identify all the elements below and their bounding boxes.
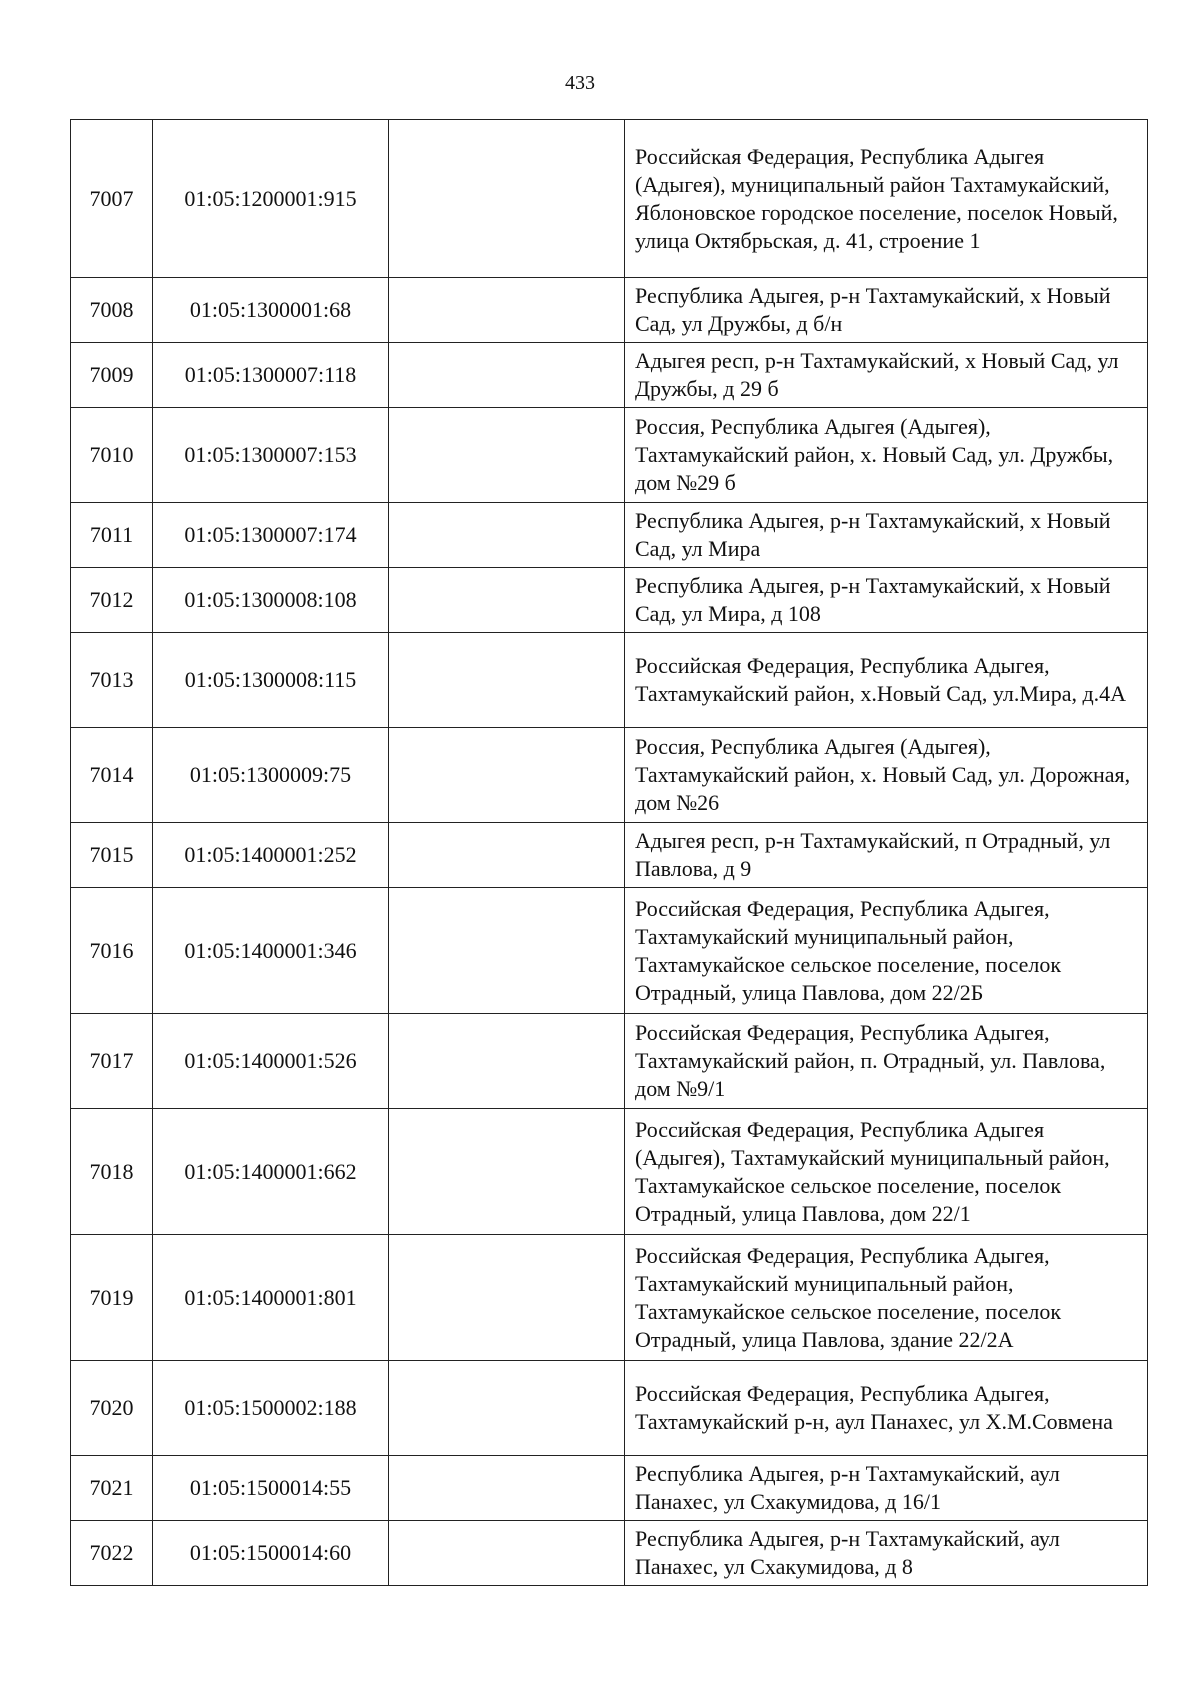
note-cell: [389, 343, 625, 408]
cadastral-number: 01:05:1300008:115: [153, 633, 389, 728]
address-cell: Адыгея респ, р-н Тахтамукайский, п Отрадный, ул Павлова, д 9: [625, 823, 1148, 888]
table-row: [71, 633, 1148, 728]
row-number: 7008: [71, 278, 153, 343]
row-number: 7016: [71, 888, 153, 1014]
table-row: [71, 1109, 1148, 1235]
cadastral-number: 01:05:1400001:346: [153, 888, 389, 1014]
cadastral-number: 01:05:1500014:55: [153, 1456, 389, 1521]
cadastral-number: 01:05:1300008:108: [153, 568, 389, 633]
row-number: 7019: [71, 1235, 153, 1361]
note-cell: [389, 1235, 625, 1361]
address-cell: Россия, Республика Адыгея (Адыгея), Тахтамукайский район, х. Новый Сад, ул. Дорожная, дом №26: [625, 728, 1148, 823]
address-cell: Российская Федерация, Республика Адыгея (Адыгея), Тахтамукайский муниципальный район, Тахтамукайское сельское поселение, поселок Отрадный, улица Павлова, дом 22/1: [625, 1109, 1148, 1235]
address-cell: Республика Адыгея, р-н Тахтамукайский, аул Панахес, ул Схакумидова, д 8: [625, 1521, 1148, 1586]
note-cell: [389, 408, 625, 503]
cadastral-number: 01:05:1300007:153: [153, 408, 389, 503]
address-cell: Адыгея респ, р-н Тахтамукайский, х Новый Сад, ул Дружбы, д 29 б: [625, 343, 1148, 408]
row-number: 7011: [71, 503, 153, 568]
address-cell: Российская Федерация, Республика Адыгея, Тахтамукайский район, х.Новый Сад, ул.Мира, д.4А: [625, 633, 1148, 728]
table-row: [71, 503, 1148, 568]
page-number: 433: [565, 72, 595, 94]
note-cell: [389, 278, 625, 343]
cadastral-number: 01:05:1400001:662: [153, 1109, 389, 1235]
note-cell: [389, 120, 625, 278]
address-cell: Республика Адыгея, р-н Тахтамукайский, х Новый Сад, ул Мира, д 108: [625, 568, 1148, 633]
row-number: 7022: [71, 1521, 153, 1586]
table-row: [71, 343, 1148, 408]
table-row: [71, 408, 1148, 503]
note-cell: [389, 1456, 625, 1521]
table-row: [71, 1521, 1148, 1586]
row-number: 7020: [71, 1361, 153, 1456]
note-cell: [389, 888, 625, 1014]
cadastral-number: 01:05:1500014:60: [153, 1521, 389, 1586]
address-cell: Россия, Республика Адыгея (Адыгея), Тахтамукайский район, х. Новый Сад, ул. Дружбы, дом №29 б: [625, 408, 1148, 503]
row-number: 7014: [71, 728, 153, 823]
row-number: 7018: [71, 1109, 153, 1235]
cadastral-number: 01:05:1300009:75: [153, 728, 389, 823]
registry-table: [70, 119, 1148, 1586]
table-row: [71, 278, 1148, 343]
table-row: [71, 1014, 1148, 1109]
table-row: [71, 120, 1148, 278]
note-cell: [389, 1521, 625, 1586]
cadastral-number: 01:05:1500002:188: [153, 1361, 389, 1456]
table-row: [71, 888, 1148, 1014]
table-row: [71, 728, 1148, 823]
row-number: 7013: [71, 633, 153, 728]
note-cell: [389, 1109, 625, 1235]
address-cell: Республика Адыгея, р-н Тахтамукайский, аул Панахес, ул Схакумидова, д 16/1: [625, 1456, 1148, 1521]
address-cell: Российская Федерация, Республика Адыгея, Тахтамукайский район, п. Отрадный, ул. Павлова, дом №9/1: [625, 1014, 1148, 1109]
row-number: 7009: [71, 343, 153, 408]
note-cell: [389, 1361, 625, 1456]
row-number: 7021: [71, 1456, 153, 1521]
row-number: 7012: [71, 568, 153, 633]
cadastral-number: 01:05:1300007:118: [153, 343, 389, 408]
table-row: [71, 1235, 1148, 1361]
cadastral-number: 01:05:1300007:174: [153, 503, 389, 568]
note-cell: [389, 568, 625, 633]
address-cell: Республика Адыгея, р-н Тахтамукайский, х Новый Сад, ул Мира: [625, 503, 1148, 568]
cadastral-number: 01:05:1400001:526: [153, 1014, 389, 1109]
row-number: 7017: [71, 1014, 153, 1109]
table-row: [71, 1456, 1148, 1521]
row-number: 7007: [71, 120, 153, 278]
table-row: [71, 823, 1148, 888]
note-cell: [389, 823, 625, 888]
table-row: [71, 1361, 1148, 1456]
cadastral-number: 01:05:1300001:68: [153, 278, 389, 343]
table-row: [71, 568, 1148, 633]
row-number: 7015: [71, 823, 153, 888]
cadastral-number: 01:05:1400001:252: [153, 823, 389, 888]
note-cell: [389, 1014, 625, 1109]
cadastral-number: 01:05:1400001:801: [153, 1235, 389, 1361]
address-cell: Российская Федерация, Республика Адыгея, Тахтамукайский р-н, аул Панахес, ул Х.М.Совмена: [625, 1361, 1148, 1456]
address-cell: Республика Адыгея, р-н Тахтамукайский, х Новый Сад, ул Дружбы, д б/н: [625, 278, 1148, 343]
address-cell: Российская Федерация, Республика Адыгея, Тахтамукайский муниципальный район, Тахтамукайское сельское поселение, поселок Отрадный, улица Павлова, дом 22/2Б: [625, 888, 1148, 1014]
note-cell: [389, 633, 625, 728]
note-cell: [389, 503, 625, 568]
address-cell: Российская Федерация, Республика Адыгея (Адыгея), муниципальный район Тахтамукайский, Яблоновское городское поселение, поселок Новый, улица Октябрьская, д. 41, строение 1: [625, 120, 1148, 278]
cadastral-number: 01:05:1200001:915: [153, 120, 389, 278]
note-cell: [389, 728, 625, 823]
address-cell: Российская Федерация, Республика Адыгея, Тахтамукайский муниципальный район, Тахтамукайское сельское поселение, поселок Отрадный, улица Павлова, здание 22/2А: [625, 1235, 1148, 1361]
row-number: 7010: [71, 408, 153, 503]
